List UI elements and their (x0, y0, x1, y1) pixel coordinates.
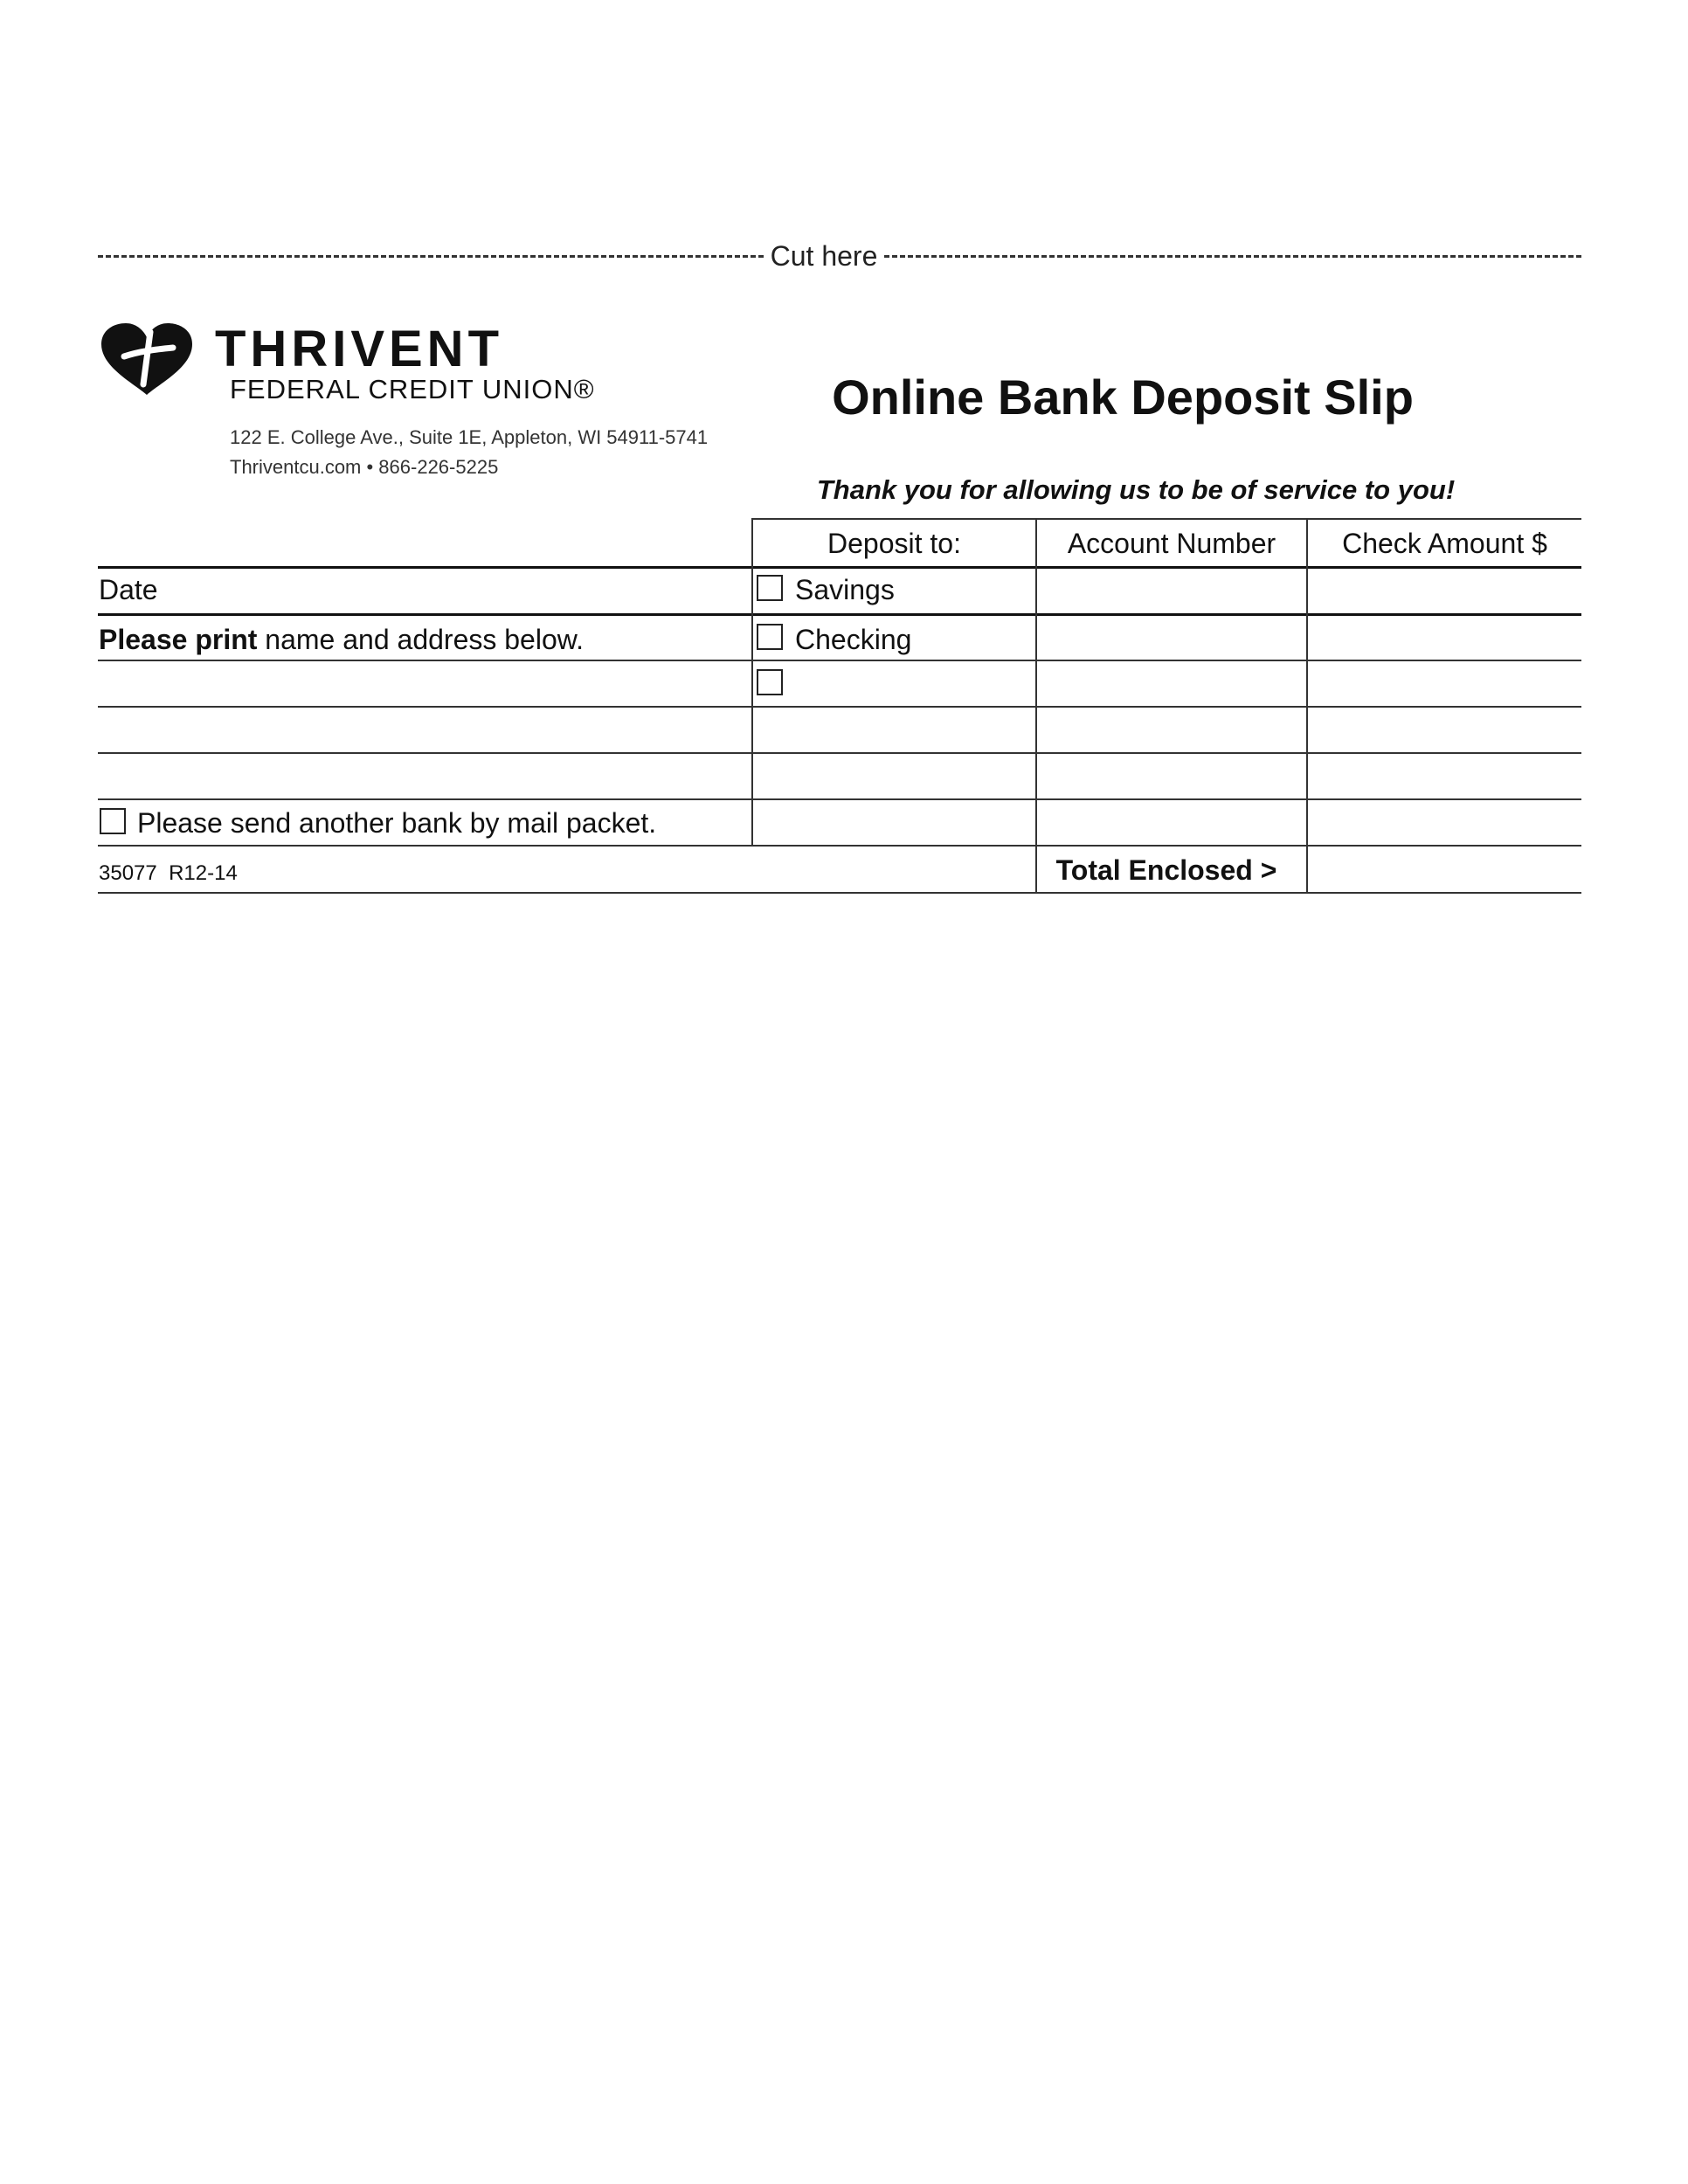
brand-subtitle: FEDERAL CREDIT UNION® (230, 374, 595, 404)
savings-label: Savings (795, 574, 895, 605)
checking-label: Checking (795, 624, 912, 655)
row-rule-6 (98, 845, 1581, 847)
savings-checkbox[interactable] (757, 575, 783, 601)
brand-address: 122 E. College Ave., Suite 1E, Appleton, WI 54911-5741 (230, 426, 709, 448)
col-divider-account (1035, 518, 1037, 893)
print-instruction-bold: Please print (99, 624, 258, 655)
date-label: Date (99, 574, 158, 605)
header-account-number: Account Number (1067, 528, 1276, 559)
cut-here-label: Cut here (770, 240, 878, 272)
row-rule-2 (98, 660, 1581, 661)
checking-checkbox[interactable] (757, 624, 783, 650)
other-deposit-checkbox[interactable] (757, 669, 783, 695)
col-divider-deposit (751, 518, 753, 846)
print-instruction (99, 622, 584, 657)
row-rule-5 (98, 798, 1581, 800)
col-divider-amount (1306, 518, 1308, 893)
form-tagline: Thank you for allowing us to be of service to you! (816, 474, 1456, 505)
header-deposit-to: Deposit to: (827, 528, 961, 559)
row-rule-3 (98, 706, 1581, 708)
header-check-amount: Check Amount $ (1342, 528, 1547, 559)
cut-line-left-dashes (98, 255, 764, 258)
cut-line (98, 234, 1581, 278)
table-bottom-border (98, 892, 1581, 894)
heart-cross-logo-icon (98, 323, 196, 397)
mail-packet-label: Please send another bank by mail packet. (137, 807, 657, 839)
form-code: 35077 R12-14 (99, 861, 238, 885)
brand-contact: Thriventcu.com • 866-226-5225 (230, 456, 499, 478)
row-rule-4 (98, 752, 1581, 754)
row-rule-1 (98, 613, 1581, 616)
table-top-border (751, 518, 1581, 520)
total-enclosed-label: Total Enclosed > (1055, 854, 1277, 886)
cut-line-right-dashes (884, 255, 1581, 258)
mail-packet-checkbox[interactable] (100, 808, 126, 834)
form-title: Online Bank Deposit Slip (832, 370, 1414, 425)
print-instruction-rest: name and address below. (257, 624, 584, 655)
brand-name: THRIVENT (215, 321, 503, 377)
header-rule (98, 566, 1581, 569)
